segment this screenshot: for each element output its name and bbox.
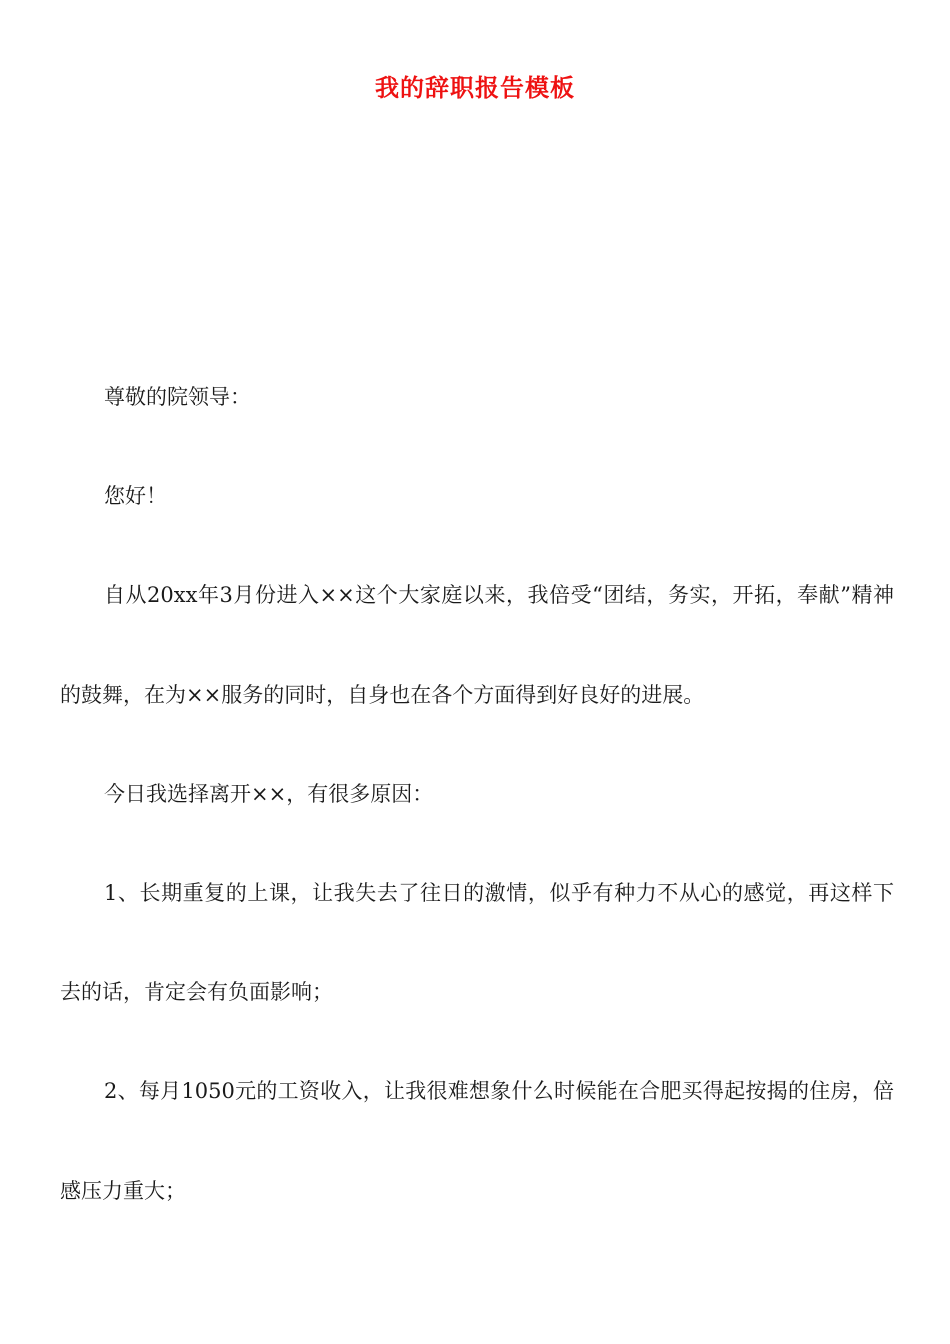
paragraph-reason-1: 1、长期重复的上课，让我失去了往日的激情，似乎有种力不从心的感觉，再这样下去的话，肯定会有负面影响； xyxy=(60,881,894,1005)
document-title: 我的辞职报告模板 xyxy=(375,74,575,102)
salutation: 尊敬的院领导： xyxy=(104,385,251,409)
paragraph-reason-2: 2、每月1050元的工资收入，让我很难想象什么时候能在合肥买得起按揭的住房，倍感压力重大； xyxy=(60,1079,894,1203)
paragraph-reasons-heading: 今日我选择离开××，有很多原因： xyxy=(104,781,434,806)
paragraph-intro: 自从20xx年3月份进入××这个大家庭以来，我倍受“团结，务实，开拓，奉献”精神的鼓舞，在为××服务的同时，自身也在各个方面得到好良好的进展。 xyxy=(60,583,894,707)
greeting: 您好！ xyxy=(104,484,167,509)
document-body xyxy=(60,348,894,1241)
